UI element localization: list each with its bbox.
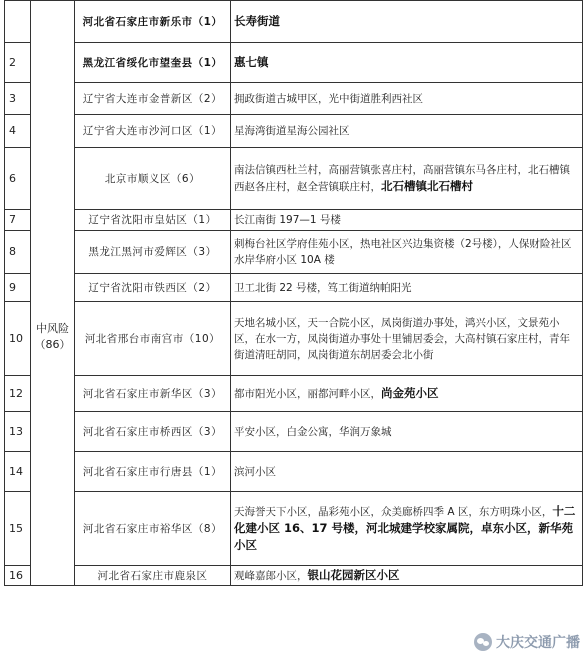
area-name: 辽宁省沈阳市皇姑区（1） — [75, 210, 231, 231]
table-row — [5, 83, 583, 115]
area-detail — [231, 452, 583, 492]
detail-segment: 滨河小区 — [234, 465, 276, 478]
table-row — [5, 376, 583, 412]
area-name: 河北省石家庄市鹿泉区 — [75, 566, 231, 586]
row-number: 16 — [5, 566, 31, 586]
area-detail — [231, 231, 583, 274]
row-number: 2 — [5, 43, 31, 83]
row-number: 3 — [5, 83, 31, 115]
detail-segment: 尚金苑小区 — [381, 386, 439, 400]
wechat-icon — [474, 633, 492, 651]
table-row — [5, 1, 583, 43]
table-row — [5, 492, 583, 566]
detail-segment: 长江南街 197—1 号楼 — [234, 214, 341, 226]
area-detail — [231, 274, 583, 302]
row-number: 10 — [5, 302, 31, 376]
area-name: 黑龙江黑河市爱辉区（3） — [75, 231, 231, 274]
area-name: 北京市顺义区（6） — [75, 148, 231, 210]
risk-category-label: 中风险 — [36, 322, 69, 335]
area-detail — [231, 1, 583, 43]
area-name: 辽宁省大连市金普新区（2） — [75, 83, 231, 115]
table-row — [5, 302, 583, 376]
detail-segment: 十二化建小区 16、17 号楼，河北城建学校家属院，卓东小区，新华苑小区 — [234, 504, 576, 552]
table-row — [5, 148, 583, 210]
area-detail — [231, 492, 583, 566]
detail-segment: 平安小区，白金公寓，华润万象城 — [234, 425, 392, 438]
area-detail — [231, 412, 583, 452]
detail-segment: 拥政街道古城甲区，光中街道胜利西社区 — [234, 92, 423, 105]
row-number: 8 — [5, 231, 31, 274]
detail-segment: 天海誉天下小区，晶彩苑小区，众美廊桥四季 A 区，东方明珠小区， — [234, 506, 553, 518]
row-number — [5, 1, 31, 43]
detail-segment: 长寿街道 — [234, 14, 280, 28]
area-detail — [231, 148, 583, 210]
area-name: 河北省邢台市南宫市（10） — [75, 302, 231, 376]
watermark-text: 大庆交通广播 — [496, 635, 580, 651]
detail-segment: 都市阳光小区，丽都河畔小区， — [234, 388, 381, 400]
area-detail — [231, 43, 583, 83]
table-row — [5, 274, 583, 302]
area-name: 河北省石家庄市裕华区（8） — [75, 492, 231, 566]
table-row — [5, 452, 583, 492]
detail-segment: 惠七镇 — [234, 55, 269, 69]
area-name: 辽宁省沈阳市铁西区（2） — [75, 274, 231, 302]
detail-segment: 北石槽镇北石槽村 — [381, 179, 473, 193]
area-name: 河北省石家庄市新乐市（1） — [75, 1, 231, 43]
watermark — [474, 632, 580, 652]
area-name: 辽宁省大连市沙河口区（1） — [75, 115, 231, 148]
detail-segment: 银山花园新区小区 — [307, 568, 400, 582]
row-number: 7 — [5, 210, 31, 231]
detail-segment: 南法信镇西杜兰村，高丽营镇张喜庄村，高丽营镇东马各庄村，北石槽镇西赵各庄村，赵全营镇联庄村， — [234, 164, 570, 193]
row-number: 14 — [5, 452, 31, 492]
detail-segment: 观峰嘉郎小区， — [234, 570, 308, 582]
area-name: 黑龙江省绥化市望奎县（1） — [75, 43, 231, 83]
detail-segment: 刺梅台社区学府佳苑小区，热电社区兴边集资楼（2号楼），人保财险社区水岸华府小区 10A 楼 — [234, 238, 572, 266]
area-detail — [231, 83, 583, 115]
area-detail — [231, 210, 583, 231]
detail-segment: 天地名城小区，天一合院小区，凤岗街道办事处，鸿兴小区，文景苑小区，在水一方，凤岗街道办事处十里铺居委会，大高村镇石家庄村，青年街道清旺胡同，凤岗街道东胡居委会北小街 — [234, 316, 570, 361]
table-row — [5, 43, 583, 83]
area-detail — [231, 376, 583, 412]
row-number: 13 — [5, 412, 31, 452]
table-row — [5, 115, 583, 148]
area-name: 河北省石家庄市桥西区（3） — [75, 412, 231, 452]
table-row — [5, 231, 583, 274]
row-number: 12 — [5, 376, 31, 412]
row-number: 9 — [5, 274, 31, 302]
risk-category-count: （86） — [34, 338, 71, 351]
detail-segment: 卫工北街 22 号楼，笃工街道纳帕阳光 — [234, 281, 412, 294]
table-row — [5, 566, 583, 586]
area-name: 河北省石家庄市行唐县（1） — [75, 452, 231, 492]
area-name: 河北省石家庄市新华区（3） — [75, 376, 231, 412]
row-number: 6 — [5, 148, 31, 210]
table-row — [5, 210, 583, 231]
table-row — [5, 412, 583, 452]
risk-area-table — [4, 0, 583, 586]
row-number: 15 — [5, 492, 31, 566]
area-detail — [231, 302, 583, 376]
risk-category — [31, 1, 75, 586]
area-detail — [231, 115, 583, 148]
detail-segment: 星海湾街道星海公园社区 — [234, 125, 350, 137]
area-detail — [231, 566, 583, 586]
row-number: 4 — [5, 115, 31, 148]
